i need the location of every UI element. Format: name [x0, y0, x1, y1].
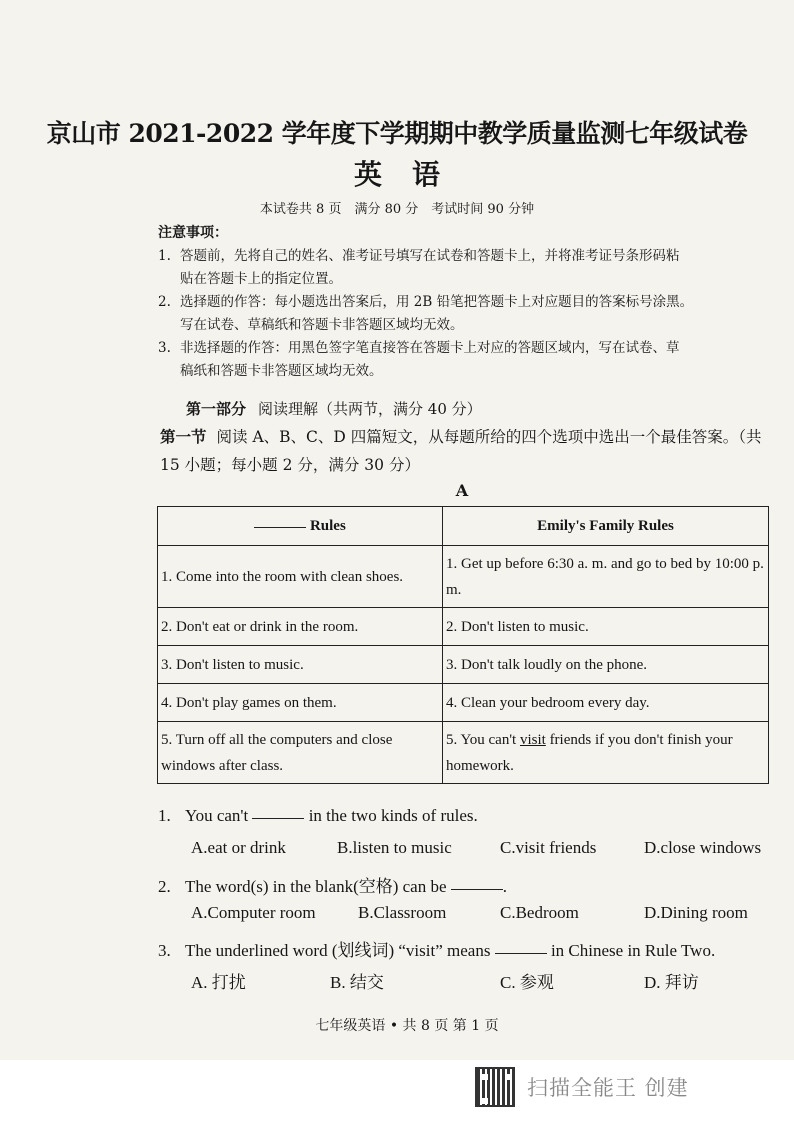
option-a[interactable]: A. 打扰: [191, 973, 246, 992]
option-a[interactable]: A.eat or drink: [191, 838, 286, 857]
question-3: 3. The underlined word (划线词) “visit” means in Chinese in Rule Two.: [158, 941, 716, 960]
answer-blank: [495, 953, 547, 954]
underlined-word: visit: [519, 731, 546, 748]
notice-item-3: 3. 非选择题的作答：用黑色签字笔直接答在答题卡上对应的答题区域内，写在试卷、草 稿纸和答题卡非答题区域均无效。: [158, 340, 680, 379]
subject-title: 英语: [353, 158, 470, 191]
left-rule-cell: 3. Don't listen to music.: [158, 646, 443, 684]
table-header-row: [158, 507, 769, 546]
option-b[interactable]: B.listen to music: [337, 838, 452, 857]
answer-blank: [252, 818, 304, 819]
left-rule-cell: 2. Don't eat or drink in the room.: [158, 608, 443, 646]
watermark-text: 扫描全能王 创建: [527, 1076, 689, 1100]
passage-label: A: [455, 481, 469, 500]
right-header: Emily's Family Rules: [443, 507, 769, 546]
option-c[interactable]: C. 参观: [500, 973, 554, 992]
left-rule-cell: 5. Turn off all the computers and close windows after class.: [158, 722, 443, 784]
part-heading: 第一部分 阅读理解（共两节，满分 40 分）: [186, 400, 482, 418]
option-d[interactable]: D.Dining room: [644, 903, 748, 922]
left-header: Rules: [158, 507, 443, 546]
question-1: 1. You can't in the two kinds of rules.: [158, 806, 478, 825]
exam-title: 京山市 2021-2022 学年度下学期期中教学质量监测七年级试卷: [46, 119, 748, 148]
option-c[interactable]: C.visit friends: [500, 838, 597, 857]
option-d[interactable]: D. 拜访: [644, 973, 699, 992]
section-heading: 第一节 阅读 A、B、C、D 四篇短文，从每题所给的四个选项中选出一个最佳答案。（共 15 小题；每小题 2 分，满分 30 分）: [160, 427, 762, 474]
table-row: [158, 646, 769, 684]
scanner-watermark: [475, 1067, 689, 1107]
right-rule-cell: 4. Clean your bedroom every day.: [443, 684, 769, 722]
header-blank: [254, 527, 306, 528]
qr-code-icon: [475, 1067, 515, 1107]
table-row: [158, 546, 769, 608]
table-row: [158, 722, 769, 784]
notice-item-1: 1. 答题前，先将自己的姓名、准考证号填写在试卷和答题卡上，并将准考证号条形码粘 贴在答题卡上的指定位置。: [158, 248, 680, 287]
table-row: [158, 684, 769, 722]
answer-blank: [451, 889, 503, 890]
left-rule-cell: 1. Come into the room with clean shoes.: [158, 546, 443, 608]
right-rule-cell: 5. You can't visit friends if you don't finish your homework.: [443, 722, 769, 784]
table-row: [158, 608, 769, 646]
notice-title: 注意事项：: [158, 225, 228, 241]
right-rule-cell: 2. Don't listen to music.: [443, 608, 769, 646]
right-rule-cell: 1. Get up before 6:30 a. m. and go to bed by 10:00 p. m.: [443, 546, 769, 608]
rules-table: [157, 506, 769, 784]
option-c[interactable]: C.Bedroom: [500, 903, 579, 922]
left-rule-cell: 4. Don't play games on them.: [158, 684, 443, 722]
option-b[interactable]: B.Classroom: [358, 903, 447, 922]
question-2: 2. The word(s) in the blank(空格) can be .: [158, 877, 508, 896]
option-a[interactable]: A.Computer room: [191, 903, 316, 922]
option-d[interactable]: D.close windows: [644, 838, 762, 857]
exam-info: 本试卷共 8 页 满分 80 分 考试时间 90 分钟: [259, 202, 535, 217]
page-footer: 七年级英语 • 共 8 页 第 1 页: [315, 1018, 499, 1034]
option-b[interactable]: B. 结交: [330, 973, 384, 992]
notice-item-2: 2. 选择题的作答：每小题选出答案后，用 2B 铅笔把答题卡上对应题目的答案标号涂黑。 写在试卷、草稿纸和答题卡非答题区域均无效。: [158, 294, 694, 333]
right-rule-cell: 3. Don't talk loudly on the phone.: [443, 646, 769, 684]
